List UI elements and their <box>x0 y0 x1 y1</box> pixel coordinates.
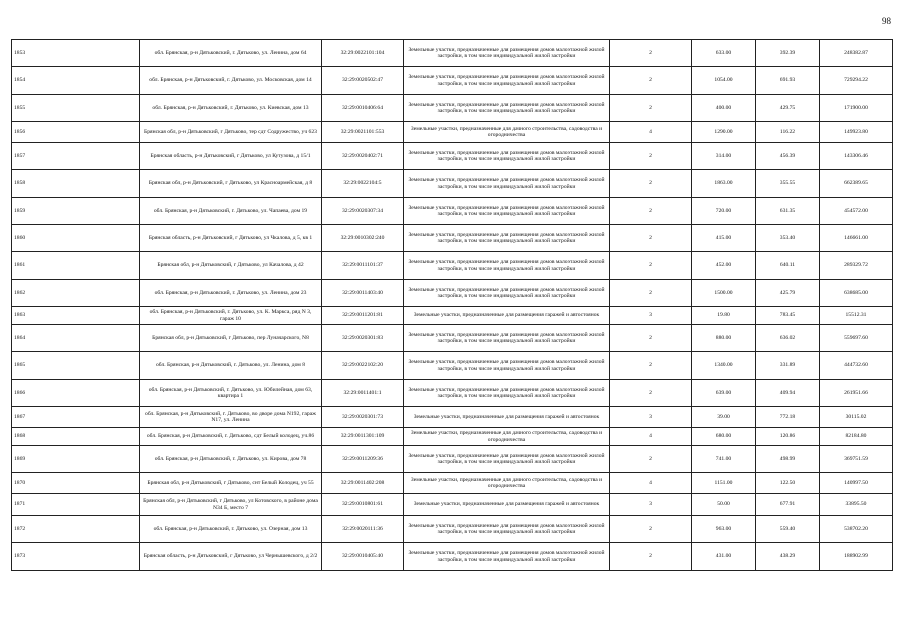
table-body <box>12 40 893 571</box>
land-use-cell: Земельные участки, предназначенные для дачного строительства, садоводства и огородничества <box>404 428 610 446</box>
area-cell: 314.00 <box>692 143 756 170</box>
use-group-cell: 2 <box>610 380 692 407</box>
cadastral-value-cell: 444732.60 <box>820 352 893 380</box>
specific-value-cell: 559.40 <box>756 516 820 543</box>
address-cell: обл. Брянская, р-н Дятьковский, г. Дятьково, ул. К. Маркса, ряд N 3, гараж 10 <box>140 307 322 325</box>
cadastral-number-cell: 32:29:0011402:208 <box>322 473 404 494</box>
area-cell: 880.00 <box>692 325 756 352</box>
specific-value-cell: 783.45 <box>756 307 820 325</box>
cadastral-value-cell: 261951.66 <box>820 380 893 407</box>
cadastral-number-cell: 32:29:0011301:109 <box>322 428 404 446</box>
specific-value-cell: 636.02 <box>756 325 820 352</box>
land-use-cell: Земельные участки, предназначенные для размещения домов малоэтажной жилой застройки, в том числе индивидуальной жилой застройки <box>404 252 610 280</box>
land-use-cell: Земельные участки, предназначенные для размещения домов малоэтажной жилой застройки, в том числе индивидуальной жилой застройки <box>404 40 610 67</box>
cadastral-number-cell: 32:29:0020502:47 <box>322 67 404 95</box>
land-use-cell: Земельные участки, предназначенные для размещения домов малоэтажной жилой застройки, в том числе индивидуальной жилой застройки <box>404 67 610 95</box>
cadastral-number-cell: 32:29:0022101:104 <box>322 40 404 67</box>
table-row <box>12 252 893 280</box>
area-cell: 741.00 <box>692 446 756 473</box>
land-use-cell: Земельные участки, предназначенные для размещения домов малоэтажной жилой застройки, в том числе индивидуальной жилой застройки <box>404 380 610 407</box>
cadastral-number-cell: 32:29:0022104:5 <box>322 170 404 198</box>
table-row <box>12 407 893 428</box>
area-cell: 1151.00 <box>692 473 756 494</box>
row-number-cell: 1869 <box>12 446 140 473</box>
specific-value-cell: 640.11 <box>756 252 820 280</box>
land-use-cell: Земельные участки, предназначенные для размещения домов малоэтажной жилой застройки, в том числе индивидуальной жилой застройки <box>404 143 610 170</box>
row-number-cell: 1855 <box>12 95 140 122</box>
cadastral-number-cell: 32:29:0020111:36 <box>322 516 404 543</box>
land-registry-table <box>11 39 893 571</box>
use-group-cell: 2 <box>610 40 692 67</box>
cadastral-number-cell: 32:29:0011201:81 <box>322 307 404 325</box>
cadastral-number-cell: 32:29:0020301:83 <box>322 325 404 352</box>
use-group-cell: 3 <box>610 307 692 325</box>
cadastral-number-cell: 32:29:0010406:64 <box>322 95 404 122</box>
land-use-cell: Земельные участки, предназначенные для размещения домов малоэтажной жилой застройки, в том числе индивидуальной жилой застройки <box>404 95 610 122</box>
row-number-cell: 1858 <box>12 170 140 198</box>
row-number-cell: 1873 <box>12 543 140 571</box>
address-cell: обл. Брянская, р-н Дятьковский, г. Дятьково, ул. Юбилейная, дом 63, квартира 1 <box>140 380 322 407</box>
use-group-cell: 3 <box>610 494 692 516</box>
cadastral-number-cell: 32:29:0011101:37 <box>322 252 404 280</box>
cadastral-value-cell: 289329.72 <box>820 252 893 280</box>
use-group-cell: 2 <box>610 252 692 280</box>
row-number-cell: 1865 <box>12 352 140 380</box>
row-number-cell: 1871 <box>12 494 140 516</box>
cadastral-number-cell: 32:29:0011401:1 <box>322 380 404 407</box>
row-number-cell: 1866 <box>12 380 140 407</box>
row-number-cell: 1867 <box>12 407 140 428</box>
address-cell: Брянская обл, р-н Дятьковский, г Дятьково, ул Красноармейская, д 8 <box>140 170 322 198</box>
row-number-cell: 1860 <box>12 225 140 252</box>
area-cell: 415.00 <box>692 225 756 252</box>
specific-value-cell: 456.39 <box>756 143 820 170</box>
row-number-cell: 1859 <box>12 198 140 225</box>
address-cell: Брянская обл, р-н Дятьковский, г Дятьково, ул Качалова, д 42 <box>140 252 322 280</box>
use-group-cell: 2 <box>610 67 692 95</box>
address-cell: Брянская область, р-н Дятьковский, г Дятьково, ул Кутузова, д 15/1 <box>140 143 322 170</box>
land-use-cell: Земельные участки, предназначенные для размещения домов малоэтажной жилой застройки, в том числе индивидуальной жилой застройки <box>404 446 610 473</box>
area-cell: 400.00 <box>692 95 756 122</box>
address-cell: обл. Брянская, р-н Дятьковский, г. Дятьково, ул. Озерная, дом 13 <box>140 516 322 543</box>
specific-value-cell: 438.29 <box>756 543 820 571</box>
address-cell: обл. Брянская, р-н Дятьковский, г. Дятьково, ул. Ленина, дом 8 <box>140 352 322 380</box>
use-group-cell: 2 <box>610 325 692 352</box>
area-cell: 50.00 <box>692 494 756 516</box>
use-group-cell: 2 <box>610 280 692 307</box>
row-number-cell: 1872 <box>12 516 140 543</box>
cadastral-value-cell: 188902.99 <box>820 543 893 571</box>
table-row <box>12 543 893 571</box>
address-cell: обл. Брянская, р-н Дятьковский, г. Дятьково, ул. Киевская, дом 13 <box>140 95 322 122</box>
table-row <box>12 67 893 95</box>
land-use-cell: Земельные участки, предназначенные для дачного строительства, садоводства и огородничества <box>404 473 610 494</box>
cadastral-value-cell: 146661.00 <box>820 225 893 252</box>
address-cell: обл. Брянская, р-н Дятьковский, г. Дятьково, ул. Московская, дом 14 <box>140 67 322 95</box>
land-use-cell: Земельные участки, предназначенные для размещения домов малоэтажной жилой застройки, в том числе индивидуальной жилой застройки <box>404 516 610 543</box>
use-group-cell: 2 <box>610 143 692 170</box>
table-row <box>12 95 893 122</box>
land-use-cell: Земельные участки, предназначенные для размещения домов малоэтажной жилой застройки, в том числе индивидуальной жилой застройки <box>404 198 610 225</box>
table-row <box>12 494 893 516</box>
table-row <box>12 143 893 170</box>
row-number-cell: 1862 <box>12 280 140 307</box>
land-use-cell: Земельные участки, предназначенные для размещения домов малоэтажной жилой застройки, в том числе индивидуальной жилой застройки <box>404 352 610 380</box>
cadastral-value-cell: 559697.60 <box>820 325 893 352</box>
table-row <box>12 198 893 225</box>
row-number-cell: 1863 <box>12 307 140 325</box>
area-cell: 1054.00 <box>692 67 756 95</box>
area-cell: 1290.00 <box>692 122 756 143</box>
cadastral-value-cell: 248382.87 <box>820 40 893 67</box>
cadastral-value-cell: 82184.80 <box>820 428 893 446</box>
address-cell: обл. Брянская, р-н Дятьковский, г. Дятьково, ул. Чапаева, дом 19 <box>140 198 322 225</box>
table-row <box>12 380 893 407</box>
cadastral-value-cell: 171900.00 <box>820 95 893 122</box>
cadastral-number-cell: 32:29:0020307:34 <box>322 198 404 225</box>
land-use-cell: Земельные участки, предназначенные для размещения домов малоэтажной жилой застройки, в том числе индивидуальной жилой застройки <box>404 280 610 307</box>
use-group-cell: 2 <box>610 225 692 252</box>
table-row <box>12 40 893 67</box>
address-cell: Брянская обл, р-н Дятьковский, г Дятьково, ул Котовского, в районе дома N34 Б, место 7 <box>140 494 322 516</box>
specific-value-cell: 392.39 <box>756 40 820 67</box>
cadastral-number-cell: 32:29:0011403:40 <box>322 280 404 307</box>
specific-value-cell: 425.79 <box>756 280 820 307</box>
area-cell: 639.00 <box>692 380 756 407</box>
table-row <box>12 516 893 543</box>
cadastral-value-cell: 140997.50 <box>820 473 893 494</box>
cadastral-value-cell: 662389.65 <box>820 170 893 198</box>
use-group-cell: 4 <box>610 473 692 494</box>
specific-value-cell: 498.99 <box>756 446 820 473</box>
use-group-cell: 4 <box>610 122 692 143</box>
area-cell: 1500.00 <box>692 280 756 307</box>
land-use-cell: Земельные участки, предназначенные для размещения домов малоэтажной жилой застройки, в том числе индивидуальной жилой застройки <box>404 170 610 198</box>
table-row <box>12 473 893 494</box>
land-use-cell: Земельные участки, предназначенные для размещения гаражей и автостоянок <box>404 407 610 428</box>
land-use-cell: Земельные участки, предназначенные для размещения домов малоэтажной жилой застройки, в том числе индивидуальной жилой застройки <box>404 225 610 252</box>
use-group-cell: 3 <box>610 407 692 428</box>
use-group-cell: 2 <box>610 198 692 225</box>
area-cell: 720.00 <box>692 198 756 225</box>
row-number-cell: 1864 <box>12 325 140 352</box>
address-cell: Брянская область, р-н Дятьковский, г Дятьково, ул Чкалова, д 5, кв 1 <box>140 225 322 252</box>
use-group-cell: 2 <box>610 352 692 380</box>
address-cell: обл. Брянская, р-н Дятьковский, г. Дятьково, сдт Белый колодец, уч.86 <box>140 428 322 446</box>
area-cell: 39.00 <box>692 407 756 428</box>
use-group-cell: 2 <box>610 543 692 571</box>
land-use-cell: Земельные участки, предназначенные для размещения домов малоэтажной жилой застройки, в том числе индивидуальной жилой застройки <box>404 543 610 571</box>
specific-value-cell: 116.22 <box>756 122 820 143</box>
specific-value-cell: 355.55 <box>756 170 820 198</box>
row-number-cell: 1857 <box>12 143 140 170</box>
table-row <box>12 225 893 252</box>
row-number-cell: 1856 <box>12 122 140 143</box>
address-cell: Брянская обл, р-н Дятьковский, г Дятьково, снт Белый Колодец, уч 55 <box>140 473 322 494</box>
area-cell: 19.80 <box>692 307 756 325</box>
address-cell: обл. Брянская, р-н Дятьковский, г. Дятьково, во дворе дома N192, гараж N17, ул. Ленина <box>140 407 322 428</box>
cadastral-value-cell: 149923.80 <box>820 122 893 143</box>
area-cell: 431.00 <box>692 543 756 571</box>
land-use-cell: Земельные участки, предназначенные для размещения гаражей и автостоянок <box>404 307 610 325</box>
address-cell: Брянская обл, р-н Дятьковский, г Дятьково, тер сдт Содружество, уч 623 <box>140 122 322 143</box>
cadastral-number-cell: 32:29:0011209:36 <box>322 446 404 473</box>
cadastral-value-cell: 538702.20 <box>820 516 893 543</box>
use-group-cell: 4 <box>610 428 692 446</box>
table-row <box>12 428 893 446</box>
specific-value-cell: 409.94 <box>756 380 820 407</box>
specific-value-cell: 429.75 <box>756 95 820 122</box>
use-group-cell: 2 <box>610 170 692 198</box>
use-group-cell: 2 <box>610 95 692 122</box>
cadastral-value-cell: 729294.22 <box>820 67 893 95</box>
cadastral-value-cell: 30115.02 <box>820 407 893 428</box>
address-cell: обл. Брянская, р-н Дятьковский, г. Дятьково, ул. Ленина, дом 23 <box>140 280 322 307</box>
specific-value-cell: 677.91 <box>756 494 820 516</box>
specific-value-cell: 331.89 <box>756 352 820 380</box>
land-use-cell: Земельные участки, предназначенные для дачного строительства, садоводства и огородничества <box>404 122 610 143</box>
cadastral-value-cell: 638685.00 <box>820 280 893 307</box>
cadastral-number-cell: 32:29:0010405:40 <box>322 543 404 571</box>
table-row <box>12 170 893 198</box>
table-row <box>12 352 893 380</box>
use-group-cell: 2 <box>610 446 692 473</box>
area-cell: 1863.00 <box>692 170 756 198</box>
area-cell: 1340.00 <box>692 352 756 380</box>
address-cell: обл. Брянская, р-н Дятьковский, г. Дятьково, ул. Ленина, дом 64 <box>140 40 322 67</box>
row-number-cell: 1854 <box>12 67 140 95</box>
cadastral-number-cell: 32:29:0020301:73 <box>322 407 404 428</box>
area-cell: 633.00 <box>692 40 756 67</box>
specific-value-cell: 691.93 <box>756 67 820 95</box>
table-row <box>12 446 893 473</box>
use-group-cell: 2 <box>610 516 692 543</box>
row-number-cell: 1861 <box>12 252 140 280</box>
area-cell: 680.00 <box>692 428 756 446</box>
specific-value-cell: 120.86 <box>756 428 820 446</box>
row-number-cell: 1870 <box>12 473 140 494</box>
cadastral-number-cell: 32:29:0010801:61 <box>322 494 404 516</box>
row-number-cell: 1868 <box>12 428 140 446</box>
specific-value-cell: 772.18 <box>756 407 820 428</box>
cadastral-number-cell: 32:29:0010302:240 <box>322 225 404 252</box>
land-use-cell: Земельные участки, предназначенные для размещения домов малоэтажной жилой застройки, в том числе индивидуальной жилой застройки <box>404 325 610 352</box>
area-cell: 452.00 <box>692 252 756 280</box>
page-number: 98 <box>882 16 891 26</box>
row-number-cell: 1853 <box>12 40 140 67</box>
address-cell: Брянская область, р-н Дятьковский, г Дятьково, ул Чернышевского, д 2/2 <box>140 543 322 571</box>
cadastral-value-cell: 33895.50 <box>820 494 893 516</box>
specific-value-cell: 631.35 <box>756 198 820 225</box>
table-row <box>12 307 893 325</box>
cadastral-value-cell: 454572.00 <box>820 198 893 225</box>
area-cell: 963.00 <box>692 516 756 543</box>
cadastral-number-cell: 32:29:0022102:20 <box>322 352 404 380</box>
address-cell: обл. Брянская, р-н Дятьковский, г. Дятьково, ул. Кирова, дом 78 <box>140 446 322 473</box>
cadastral-value-cell: 15512.31 <box>820 307 893 325</box>
specific-value-cell: 353.40 <box>756 225 820 252</box>
cadastral-number-cell: 32:29:0021101:553 <box>322 122 404 143</box>
table-row <box>12 122 893 143</box>
address-cell: Брянская обл, р-н Дятьковский, г Дятьково, пер Луначарского, N8 <box>140 325 322 352</box>
cadastral-value-cell: 143306.46 <box>820 143 893 170</box>
table-row <box>12 280 893 307</box>
land-use-cell: Земельные участки, предназначенные для размещения гаражей и автостоянок <box>404 494 610 516</box>
cadastral-number-cell: 32:29:0020402:71 <box>322 143 404 170</box>
table-row <box>12 325 893 352</box>
cadastral-value-cell: 369751.59 <box>820 446 893 473</box>
specific-value-cell: 122.50 <box>756 473 820 494</box>
